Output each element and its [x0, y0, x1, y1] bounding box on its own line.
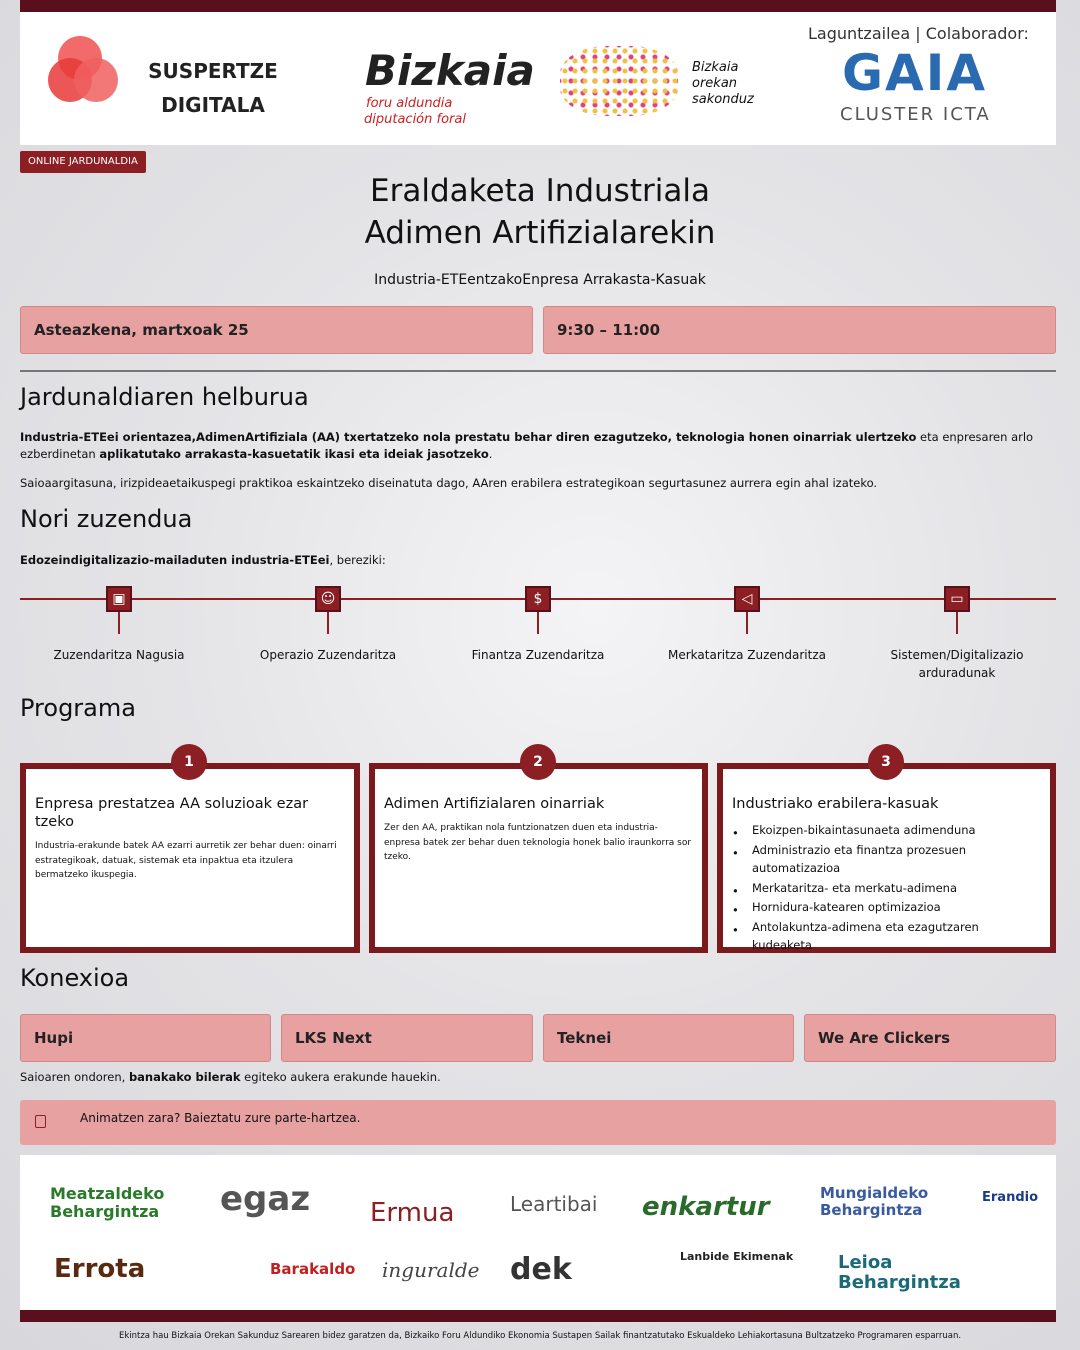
- timeline-stem: [537, 612, 539, 634]
- list-item: • Administrazio eta finantza prozesuen automatizazioa: [732, 841, 1042, 878]
- note-icon: [35, 1115, 46, 1128]
- list-item: • Merkataritza- eta merkatu-adimena: [732, 879, 1042, 898]
- company-hupi: Hupi: [20, 1014, 271, 1062]
- logo-inguralde: inguralde: [382, 1258, 480, 1282]
- card-title: Adimen Artifizialaren oinarriak: [384, 796, 605, 812]
- bottom-bar: [20, 1310, 1056, 1322]
- goal-paragraph-2: Saioaargitasuna, irizpideaetaikuspegi praktikoa eskaintzeko diseinatuta dago, AAren erabilera estrategikoan segurtasunez aurrera egin ahal izateko.: [20, 476, 878, 490]
- card-title: Enpresa prestatzea AA soluzioak ezar tzeko: [35, 796, 309, 830]
- list-item: • Antolakuntza-adimena eta ezagutzaren kudeaketa: [732, 918, 1042, 955]
- date-box: Asteazkena, martxoak 25: [20, 306, 533, 354]
- monitor-icon: ▭: [944, 586, 970, 612]
- cta-text: Animatzen zara? Baieztatu zure parte-hartzea.: [80, 1111, 361, 1125]
- goal-bold: Industria-ETEei orientazea,AdimenArtifiziala (AA) txertatzeko nola prestatu behar diren ezagutzeko, teknologia honen oinarriak ulertzeko: [20, 430, 917, 444]
- note-pre: Saioaren ondoren,: [20, 1070, 129, 1084]
- goal-end: .: [488, 447, 493, 461]
- list-item: • Hornidura-katearen optimizazioa: [732, 898, 1042, 917]
- divider: [20, 370, 1056, 372]
- timeline-stem: [746, 612, 748, 634]
- suspertze-logo-icon: [48, 36, 124, 116]
- megaphone-icon: ◁: [734, 586, 760, 612]
- program-card-1: [20, 763, 360, 953]
- gaia-logo: GAIA: [842, 44, 988, 102]
- program-card-3: [717, 763, 1056, 953]
- orekan-logo: Bizkaia orekan sakonduz: [692, 60, 754, 107]
- company-teknei: Teknei: [543, 1014, 794, 1062]
- goal-paragraph: [20, 429, 1056, 463]
- logo-leartibai: Leartibai: [510, 1192, 598, 1216]
- step-number: 1: [171, 744, 207, 780]
- bizkaia-logo: Bizkaia: [365, 46, 535, 95]
- briefcase-icon: ▣: [106, 586, 132, 612]
- suspertze-logo: SUSPERTZE DIGITALA: [148, 59, 278, 117]
- cta-banner[interactable]: [20, 1100, 1056, 1145]
- note-post: egiteko aukera erakunde hauekin.: [240, 1070, 441, 1084]
- top-bar: [20, 0, 1056, 12]
- collaborator-label: Laguntzailea | Colaborador:: [808, 24, 1029, 43]
- program-heading: Programa: [20, 694, 136, 722]
- network-map-icon: [560, 46, 678, 116]
- role-label: Finantza Zuzendaritza: [471, 648, 605, 662]
- logo-errota: Errota: [54, 1254, 146, 1284]
- list-item: • Ekoizpen-bikaintasunaeta adimenduna: [732, 821, 1042, 840]
- logo-mungialdeko: Mungialdeko Behargintza: [820, 1184, 929, 1219]
- dollar-icon: $: [525, 586, 551, 612]
- goal-text: eta enpresaren arlo ezberdinetan: [20, 430, 1034, 461]
- step-number: 3: [868, 744, 904, 780]
- timeline-stem: [956, 612, 958, 634]
- person-icon: ☺: [315, 586, 341, 612]
- connection-heading: Konexioa: [20, 964, 130, 992]
- logo-egaz: egaz: [220, 1179, 311, 1219]
- connection-note: [20, 1069, 1056, 1086]
- time-box: 9:30 – 11:00: [543, 306, 1056, 354]
- role-label: Sistemen/Digitalizazio arduradunak: [890, 648, 1024, 680]
- logo-meatzaldeko: Meatzaldeko Behargintza: [50, 1184, 165, 1221]
- goal-bold2: aplikatutako arrakasta-kasuetatik ikasi eta ideiak jasotzeko: [99, 447, 489, 461]
- company-we-are-clickers: We Are Clickers: [804, 1014, 1056, 1062]
- partner-logos: [20, 1155, 1056, 1310]
- logo-barakaldo: Barakaldo: [270, 1260, 356, 1278]
- bizkaia-sub1: foru aldundia: [366, 96, 453, 111]
- footer-text: Ekintza hau Bizkaia Orekan Sakunduz Sarearen bidez garatzen da, Bizkaiko Foru Aldundiko Ekonomia Sustapen Sailak finantzatutako Eskualdeko Lehiakortasuna Bultzatzeko Programaren esparruan.: [118, 1331, 962, 1341]
- page-subtitle: Industria-ETEentzakoEnpresa Arrakasta-Kasuak: [374, 272, 706, 288]
- note-bold: banakako bilerak: [128, 1070, 241, 1084]
- logo-dek: dek: [510, 1252, 572, 1287]
- card-text: Zer den AA, praktikan nola funtzionatzen duen eta industria-enpresa batek zer behar duen teknologia honek balio iraunkorra sor tzeko.: [384, 823, 692, 862]
- logo-lanbide: Lanbide Ekimenak: [680, 1250, 794, 1263]
- page-title-line2: Adimen Artifizialarekin: [364, 215, 716, 251]
- role-label: Zuzendaritza Nagusia: [53, 648, 185, 662]
- audience-rest: , bereziki:: [329, 553, 386, 567]
- audience-bold: Edozeindigitalizazio-mailaduten industria-ETEei: [20, 553, 330, 567]
- role-label: Merkataritza Zuzendaritza: [668, 648, 826, 662]
- audience-intro: [20, 552, 1056, 569]
- event-type-badge: ONLINE JARDUNALDIA: [20, 151, 146, 173]
- bizkaia-sub2: diputación foral: [364, 112, 466, 127]
- goal-heading: Jardunaldiaren helburua: [20, 383, 309, 411]
- card-text: Industria-erakunde batek AA ezarri aurretik zer behar duen: oinarri estrategikoak, datuak, sistemak eta inpaktua eta itzulera bermatzeko ikuspegia.: [35, 841, 337, 880]
- program-card-2: [369, 763, 708, 953]
- timeline-stem: [327, 612, 329, 634]
- logo-ermua: Ermua: [370, 1198, 455, 1228]
- step-number: 2: [520, 744, 556, 780]
- card-title: Industriako erabilera-kasuak: [732, 796, 939, 812]
- gaia-sub: CLUSTER ICTA: [840, 104, 991, 125]
- role-label: Operazio Zuzendaritza: [259, 648, 397, 662]
- timeline-stem: [118, 612, 120, 634]
- logo-enkartur: enkartur: [642, 1192, 770, 1222]
- company-lks-next: LKS Next: [281, 1014, 533, 1062]
- logo-leioa: Leioa Behargintza: [838, 1252, 961, 1293]
- sponsor-header: [20, 12, 1056, 145]
- audience-heading: Nori zuzendua: [20, 505, 193, 533]
- page-title-line1: Eraldaketa Industriala: [370, 173, 710, 209]
- logo-erandio: Erandio: [982, 1190, 1039, 1205]
